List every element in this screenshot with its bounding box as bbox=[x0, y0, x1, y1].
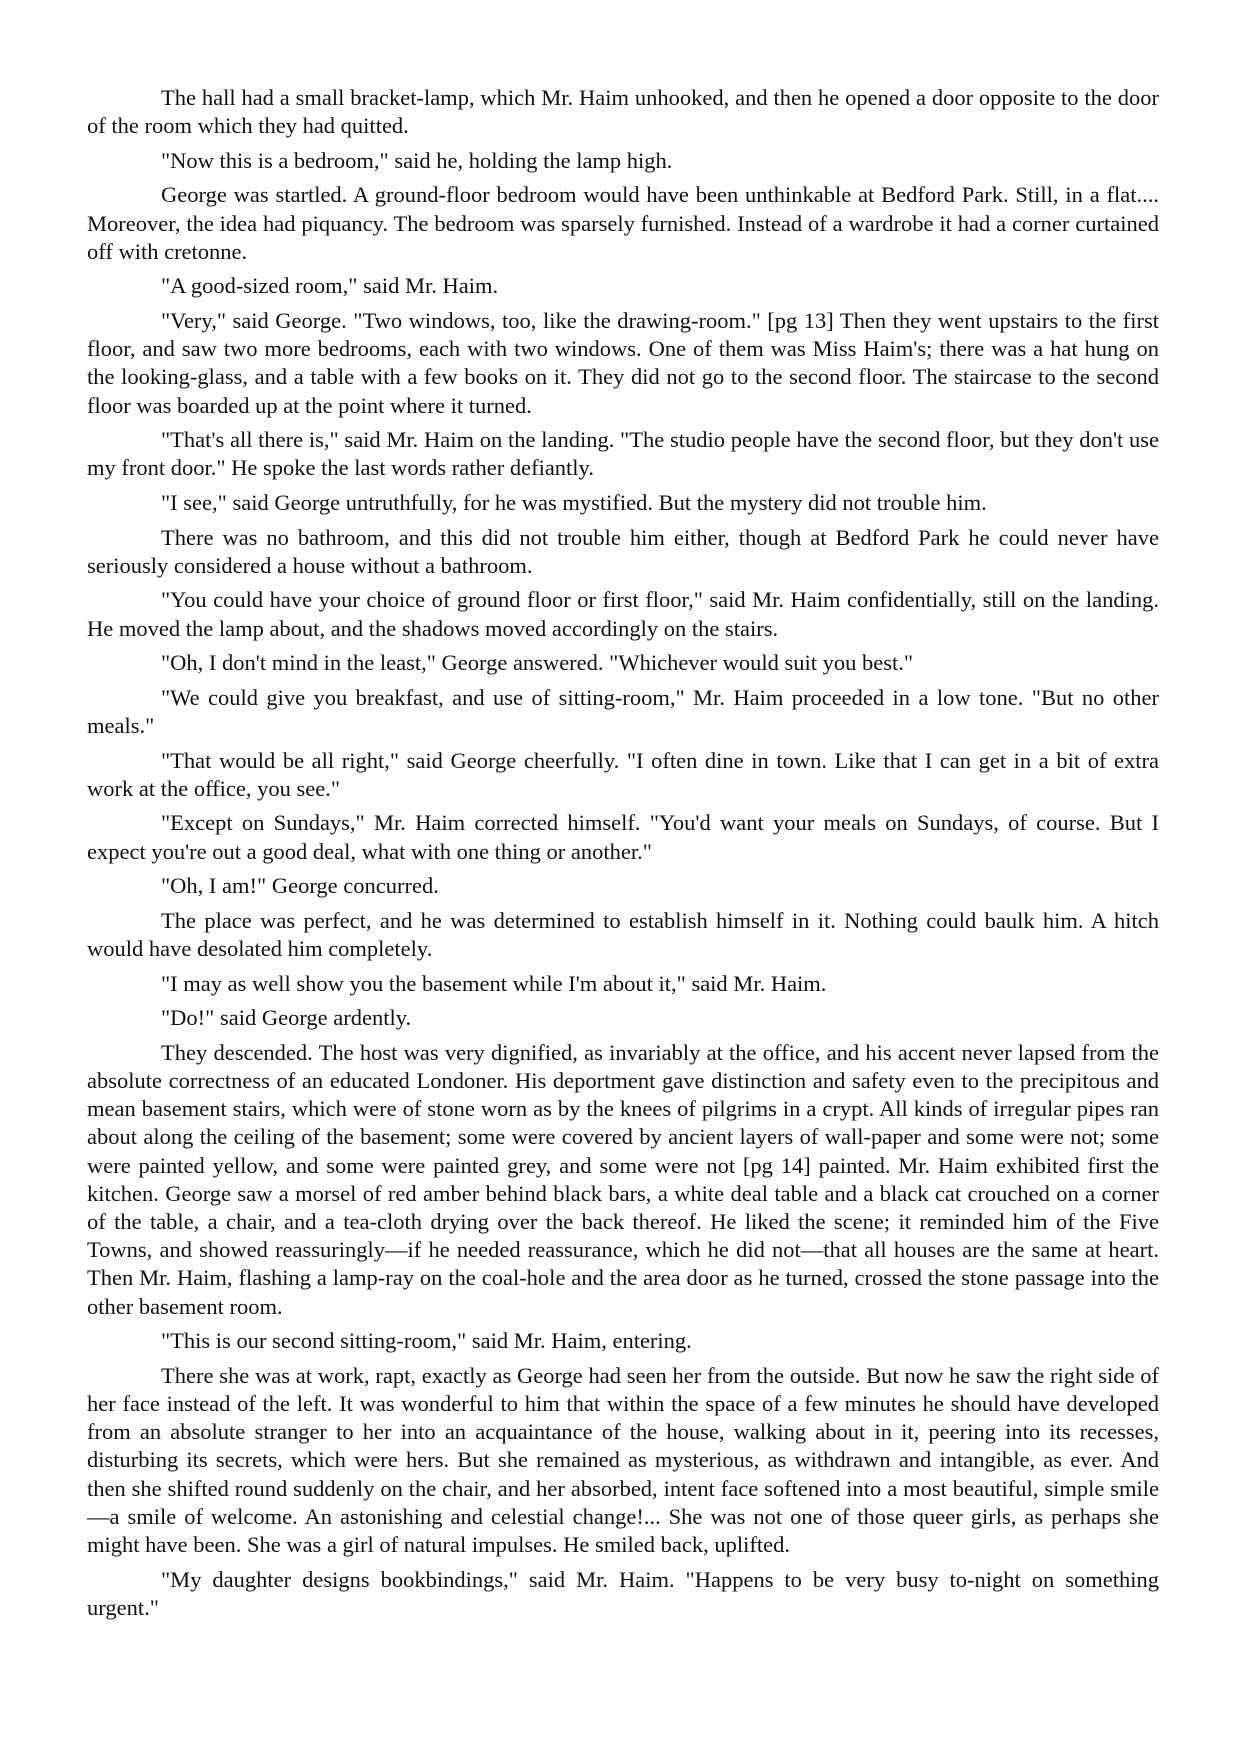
paragraph-2: "Now this is a bedroom," said he, holding the lamp high. bbox=[161, 147, 673, 173]
paragraph-10: "Oh, I don't mind in the least," George answered. "Whichever would suit you best." bbox=[161, 650, 914, 676]
paragraph-11: "We could give you breakfast, and use of sitting-room," Mr. Haim proceeded in a low tone. "But no other meals." bbox=[87, 684, 1159, 738]
paragraph-16: "I may as well show you the basement while I'm about it," said Mr. Haim. bbox=[161, 970, 827, 996]
paragraph-15: The place was perfect, and he was determined to establish himself in it. Nothing could baulk him. A hitch would have desolated him completely. bbox=[87, 907, 1159, 961]
paragraph-19: "This is our second sitting-room," said Mr. Haim, entering. bbox=[161, 1328, 692, 1354]
paragraph-4: "A good-sized room," said Mr. Haim. bbox=[161, 273, 499, 299]
book-page bbox=[87, 84, 1159, 1628]
paragraph-9: "You could have your choice of ground floor or first floor," said Mr. Haim confidentially, still on the landing. He moved the lamp about, and the shadows moved accordingly on the stairs. bbox=[87, 587, 1159, 641]
paragraph-5: "Very," said George. "Two windows, too, like the drawing-room." [pg 13] Then they went upstairs to the first floor, and saw two more bedrooms, each with two windows. One of them was Miss Haim's; there was a hat hung on the looking-glass, and a table with a few books on it. They did not go to the second floor. The staircase to the second floor was boarded up at the point where it turned. bbox=[87, 307, 1159, 418]
paragraph-20: There she was at work, rapt, exactly as George had seen her from the outside. But now he saw the right side of her face instead of the left. It was wonderful to him that within the space of a few minutes he should have developed from an absolute stranger to her into an acquaintance of the house, walking about in it, peering into its recesses, disturbing its secrets, which were hers. But she remained as mysterious, as withdrawn and intangible, as ever. And then she shifted round suddenly on the chair, and her absorbed, intent face softened into a most beautiful, simple smile—a smile of welcome. An astonishing and celestial change!... She was not one of those queer girls, as perhaps she might have been. She was a girl of natural impulses. He smiled back, uplifted. bbox=[87, 1362, 1159, 1557]
paragraph-3: George was startled. A ground-floor bedroom would have been unthinkable at Bedford Park. Still, in a flat.... Moreover, the idea had piquancy. The bedroom was sparsely furnished. Instead of a wardrobe it had a corner curtained off with cretonne. bbox=[87, 182, 1159, 264]
paragraph-6: "That's all there is," said Mr. Haim on the landing. "The studio people have the second floor, but they don't use my front door." He spoke the last words rather defiantly. bbox=[87, 427, 1159, 481]
paragraph-17: "Do!" said George ardently. bbox=[161, 1005, 412, 1031]
paragraph-8: There was no bathroom, and this did not trouble him either, though at Bedford Park he could never have seriously considered a house without a bathroom. bbox=[87, 524, 1159, 578]
paragraph-13: "Except on Sundays," Mr. Haim corrected himself. "You'd want your meals on Sundays, of course. But I expect you're out a good deal, what with one thing or another." bbox=[87, 810, 1159, 864]
paragraph-7: "I see," said George untruthfully, for he was mystified. But the mystery did not trouble him. bbox=[161, 489, 987, 515]
paragraph-14: "Oh, I am!" George concurred. bbox=[161, 873, 439, 899]
paragraph-18: They descended. The host was very dignified, as invariably at the office, and his accent never lapsed from the absolute correctness of an educated Londoner. His deportment gave distinction and safety even to the precipitous and mean basement stairs, which were of stone worn as by the knees of pilgrims in a crypt. All kinds of irregular pipes ran about along the ceiling of the basement; some were covered by ancient layers of wall-paper and some were not; some were painted yellow, and some were painted grey, and some were not [pg 14] painted. Mr. Haim exhibited first the kitchen. George saw a morsel of red amber behind black bars, a white deal table and a black cat crouched on a corner of the table, a chair, and a tea-cloth drying over the back thereof. He liked the scene; it reminded him of the Five Towns, and showed reassuringly—if he needed reassurance, which he did not—that all houses are the same at heart. Then Mr. Haim, flashing a lamp-ray on the coal-hole and the area door as he turned, crossed the stone passage into the other basement room. bbox=[87, 1039, 1159, 1319]
paragraph-1: The hall had a small bracket-lamp, which Mr. Haim unhooked, and then he opened a door opposite to the door of the room which they had quitted. bbox=[87, 85, 1159, 139]
paragraph-12: "That would be all right," said George cheerfully. "I often dine in town. Like that I can get in a bit of extra work at the office, you see." bbox=[87, 747, 1159, 801]
paragraph-21: "My daughter designs bookbindings," said Mr. Haim. "Happens to be very busy to-night on something urgent." bbox=[87, 1566, 1159, 1620]
